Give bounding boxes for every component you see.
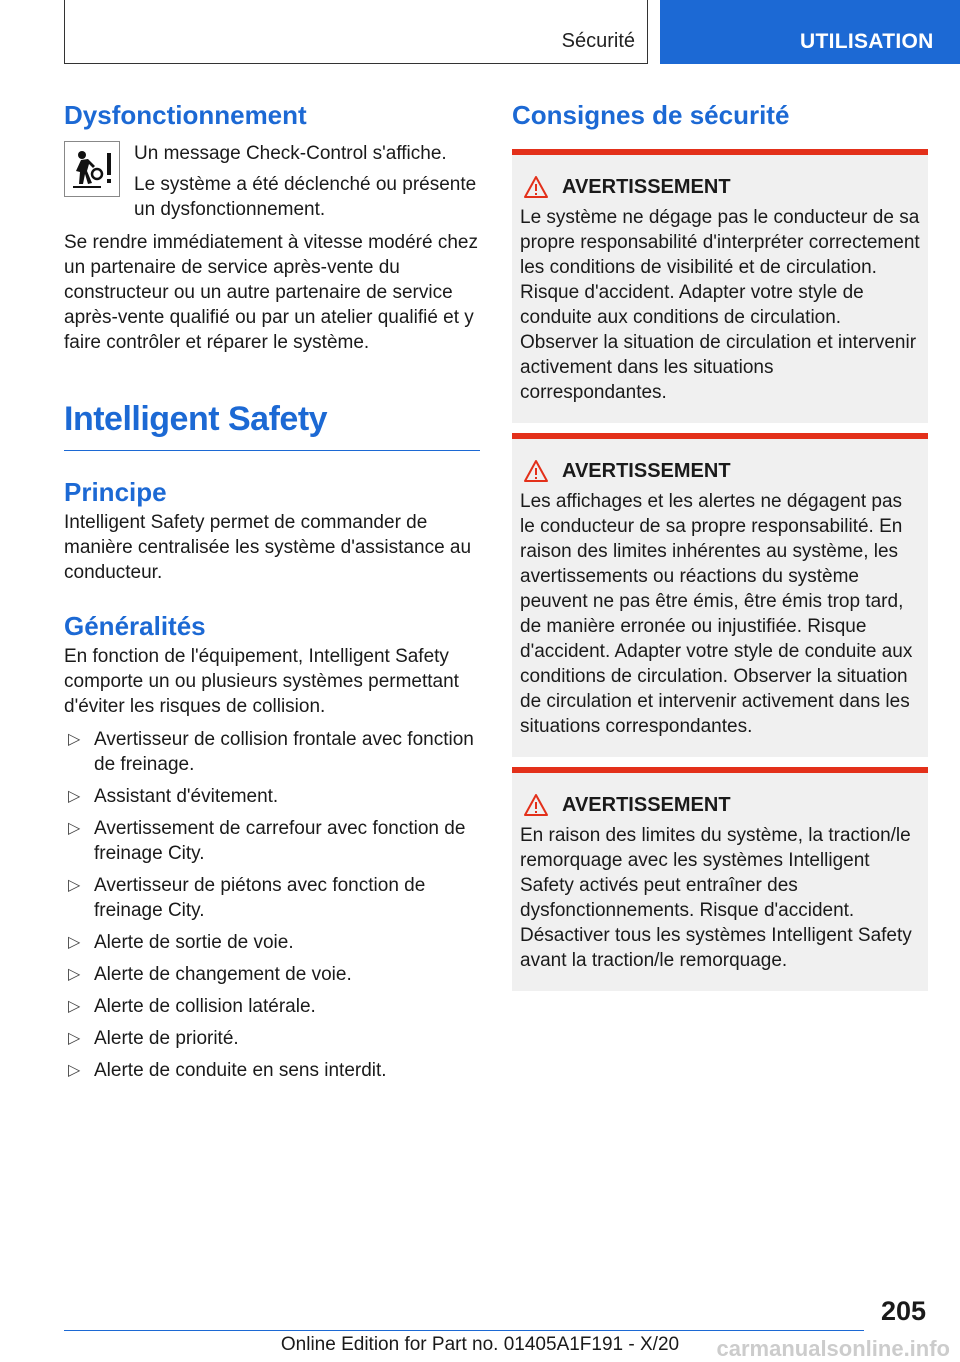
list-item: ▷ Avertisseur de collision frontale avec fonction de freinage. [68, 729, 474, 776]
warning-box [512, 767, 928, 991]
warning-title: AVERTISSEMENT [520, 459, 920, 483]
pedestrian-warning-icon [64, 141, 120, 197]
principe-body: Intelligent Safety permet de commander de manière centralisée les système d'assistance au conducteur. [64, 512, 472, 584]
warning-triangle-icon [522, 793, 550, 817]
page-number: 205 [880, 1296, 926, 1326]
warning-box [512, 433, 928, 757]
footer-edition: Online Edition for Part no. 01405A1F191 - X/20 [280, 1334, 680, 1355]
warning-symbol-row [64, 141, 480, 228]
warning-box [512, 149, 928, 423]
watermark-text: carmanualsonline.info [716, 1336, 950, 1361]
symbol-description [134, 141, 480, 228]
triangle-bullet-icon: ▷ [68, 820, 81, 838]
generalites-heading: Généralités [64, 611, 206, 642]
triangle-bullet-icon: ▷ [68, 877, 81, 895]
left-column [64, 100, 480, 1090]
header-chapter-tab [660, 0, 960, 64]
list-item: ▷ Alerte de conduite en sens interdit. [68, 1060, 387, 1082]
triangle-bullet-icon: ▷ [68, 1062, 81, 1080]
footer-divider [64, 1330, 864, 1331]
intelligent-safety-heading-block [64, 399, 480, 451]
list-item: ▷ Avertissement de carrefour avec fonction de freinage City. [68, 818, 466, 865]
triangle-bullet-icon: ▷ [68, 731, 81, 749]
warning-text: Les affichages et les alertes ne dégagent pas le conducteur de sa propre responsabilité. En raison des limites inhérentes au système, les avertissements ou réactions du système peuvent ne pas être émis, être émis trop tard, de manière erronée ou injustifiée. Risque d'accident. Adapter votre style de conduite aux conditions de circulation. Observer la situation de circulation et intervenir activement dans les situations correspondantes. [520, 491, 913, 738]
header-section-title: Sécurité [561, 30, 635, 52]
right-column [512, 100, 928, 1001]
triangle-bullet-icon: ▷ [68, 1030, 81, 1048]
list-item: ▷ Alerte de collision latérale. [68, 996, 316, 1018]
symbol-line: Le système a été déclenché ou présente un dysfonctionnement. [134, 174, 477, 221]
list-item: ▷ Assistant d'évitement. [68, 786, 279, 808]
warning-title: AVERTISSEMENT [520, 793, 920, 817]
symbol-line: Un message Check-Control s'affiche. [134, 143, 447, 165]
triangle-bullet-icon: ▷ [68, 788, 81, 806]
header-section-box [64, 0, 648, 64]
principe-heading: Principe [64, 476, 167, 507]
warning-text: Le système ne dégage pas le conducteur de sa propre responsabilité d'interpréter correctement les conditions de visibilité et de circulation. Risque d'accident. Adapter votre style de conduite aux conditions de circulation. Observer la situation de circulation et intervenir activement dans les situations correspondantes. [520, 207, 920, 404]
intelligent-safety-heading: Intelligent Safety [64, 400, 328, 439]
warning-triangle-icon [522, 459, 550, 483]
warning-triangle-icon [522, 175, 550, 199]
systems-list [64, 727, 480, 1083]
warning-title: AVERTISSEMENT [520, 175, 920, 199]
consignes-heading: Consignes de sécurité [512, 100, 790, 130]
header-chapter-title: UTILISATION [800, 30, 934, 53]
triangle-bullet-icon: ▷ [68, 998, 81, 1016]
triangle-bullet-icon: ▷ [68, 934, 81, 952]
list-item: ▷ Avertisseur de piétons avec fonction de freinage City. [68, 875, 426, 922]
dysfonctionnement-body: Se rendre immédiatement à vitesse modéré chez un partenaire de service après-vente du constructeur ou un autre partenaire de service après-vente qualifié ou par un atelier qualifié et y faire contrôler et réparer le système. [64, 232, 478, 354]
list-item: ▷ Alerte de sortie de voie. [68, 932, 294, 954]
list-item: ▷ Alerte de changement de voie. [68, 964, 352, 986]
triangle-bullet-icon: ▷ [68, 966, 81, 984]
warning-text: En raison des limites du système, la traction/le remorquage avec les systèmes Intelligent Safety activés peut entraîner des dysfonctionnements. Risque d'accident. Désactiver tous les systèmes Intelligent Safety avant la traction/le remorquage. [520, 825, 912, 972]
dysfonctionnement-heading: Dysfonctionnement [64, 100, 307, 130]
list-item: ▷ Alerte de priorité. [68, 1028, 239, 1050]
generalites-body: En fonction de l'équipement, Intelligent Safety comporte un ou plusieurs systèmes permettant d'éviter les risques de collision. [64, 646, 459, 718]
